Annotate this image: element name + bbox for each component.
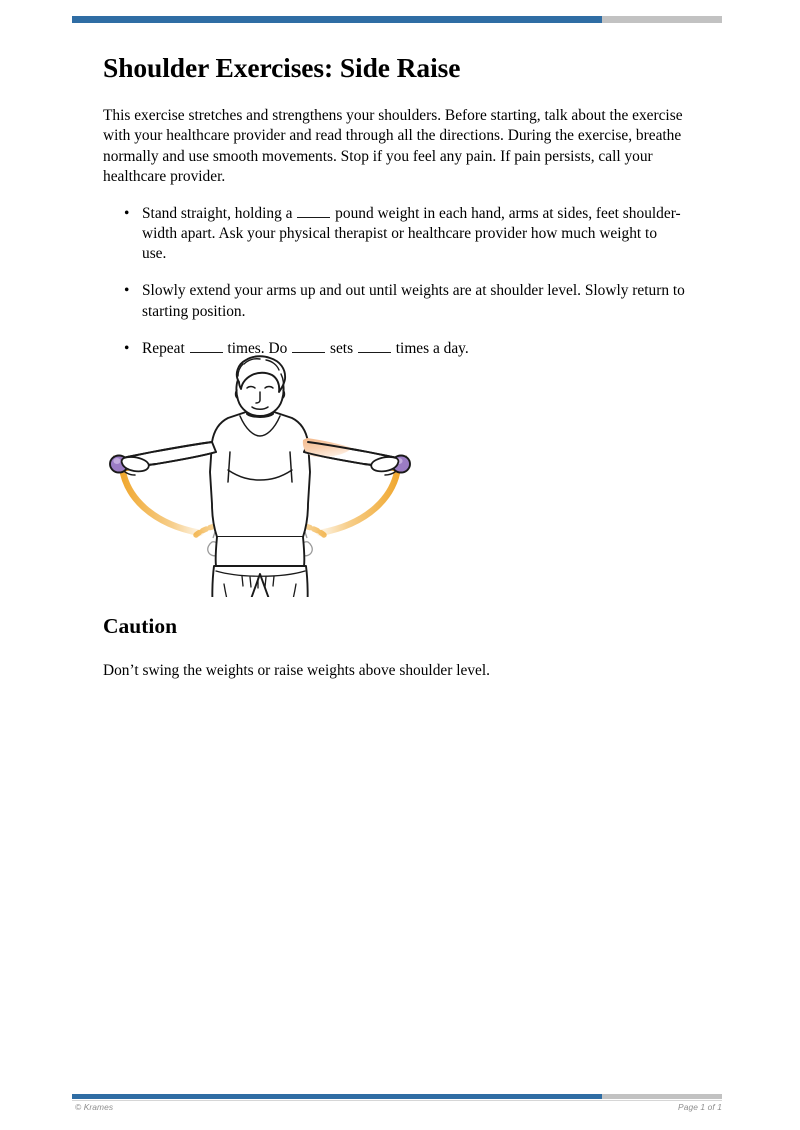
header-rule: [72, 16, 722, 23]
side-raise-exercise-figure: [100, 352, 420, 597]
header-rule-gray-segment: [602, 16, 722, 23]
list-item: [103, 204, 685, 265]
fill-in-blank: [292, 339, 325, 353]
exercise-steps-list: [103, 204, 685, 359]
figure-head: [236, 356, 286, 416]
caution-heading: Caution: [103, 614, 178, 638]
list-item: [103, 281, 685, 321]
figure-body: [118, 398, 402, 597]
fill-in-blank: [297, 204, 330, 218]
step-text-3: Repeat times. Do sets times a day.: [142, 339, 469, 357]
bullet-icon: •: [124, 282, 130, 300]
intro-paragraph: This exercise stretches and strengthens your shoulders. Before starting, talk about the exercise with your healthcare provider and read through all the directions. During the exercise, breathe normally and use smooth movements. Stop if you feel any pain. If pain persists, call your healthcare provider.: [103, 106, 683, 186]
footer-rule: [72, 1094, 722, 1099]
footer-page-number: Page 1 of 1: [678, 1102, 722, 1112]
fill-in-blank: [358, 339, 391, 353]
caution-text: Don’t swing the weights or raise weights above shoulder level.: [103, 662, 490, 679]
bullet-icon: •: [124, 204, 130, 222]
footer-copyright: © Krames: [75, 1102, 114, 1112]
footer-rule-gray-segment: [602, 1094, 722, 1099]
document-content: [103, 52, 703, 376]
step-text-2: Slowly extend your arms up and out until weights are at shoulder level. Slowly return to starting position.: [142, 282, 685, 320]
step-text-1: Stand straight, holding a pound weight in each hand, arms at sides, feet shoulder-width apart. Ask your physical therapist or healthcare provider how much weight to use.: [142, 204, 681, 263]
page-title: Shoulder Exercises: Side Raise: [103, 52, 461, 83]
fill-in-blank: [190, 339, 223, 353]
header-rule-blue-segment: [72, 16, 602, 23]
footer-rule-blue-segment: [72, 1094, 602, 1099]
footer-divider: [72, 1100, 722, 1101]
bullet-icon: •: [124, 339, 130, 357]
